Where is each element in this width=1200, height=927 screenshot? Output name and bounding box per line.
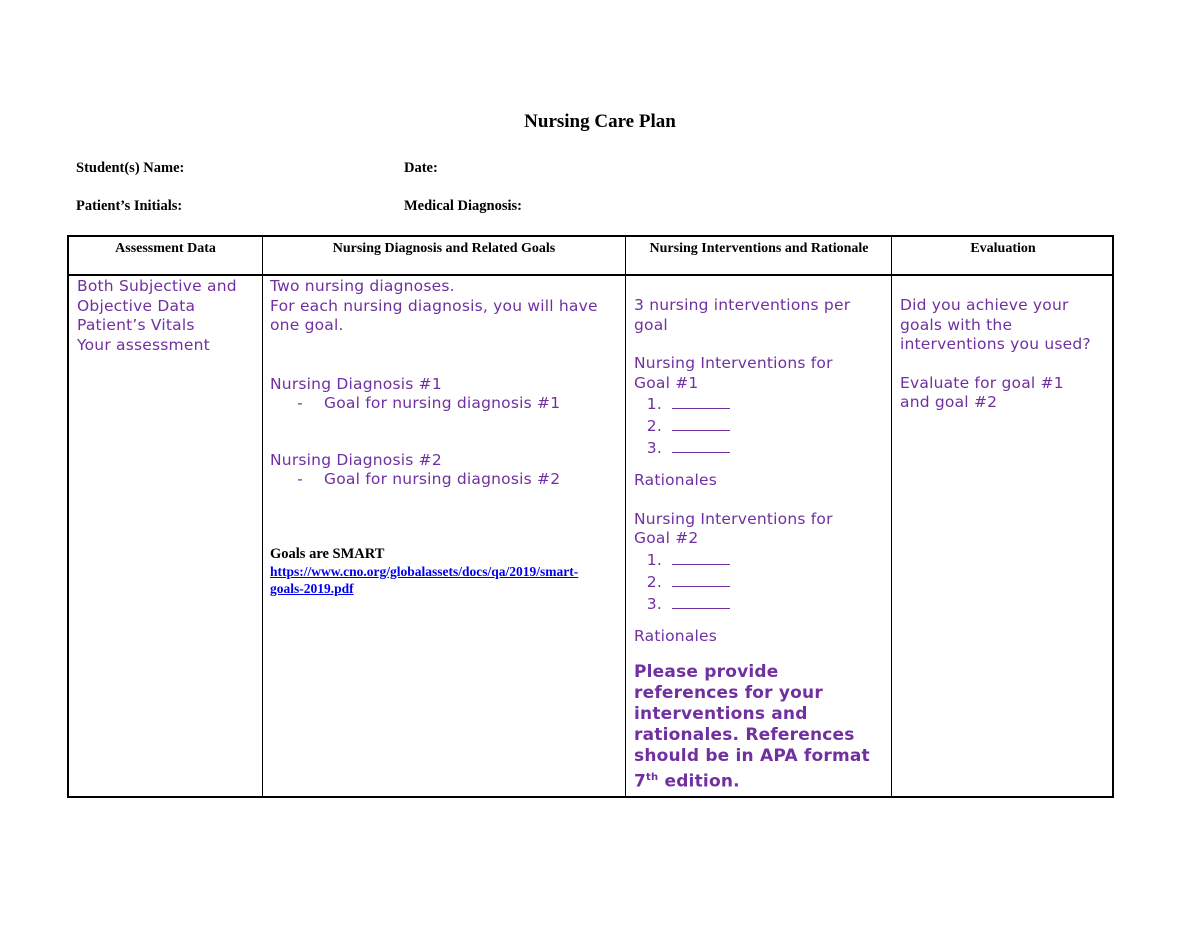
item-number: 2. (646, 572, 662, 591)
note-text: edition. (658, 771, 740, 792)
bullet-dash: - (297, 394, 303, 412)
evaluation-cell (900, 296, 1112, 413)
header-evaluation: Evaluation (970, 241, 1036, 256)
interventions-intro: goal (634, 315, 668, 334)
nursing-diagnosis-2: Nursing Diagnosis #2 (270, 450, 442, 469)
goal-diagnosis-2 (270, 470, 622, 490)
smart-goals-block (270, 545, 622, 597)
diagnosis-intro: Two nursing diagnoses. (270, 277, 455, 295)
intervention-item (634, 571, 889, 593)
evaluation-line: and goal #2 (900, 393, 998, 411)
intervention-item (634, 593, 889, 615)
link-line[interactable]: goals-2019.pdf (270, 581, 354, 596)
diagnosis-intro: For each nursing diagnosis, you will have (270, 296, 598, 315)
smart-goals-title: Goals are SMART (270, 546, 385, 562)
intervention-item (634, 415, 889, 437)
blank-line (672, 593, 730, 609)
interventions-intro: 3 nursing interventions per (634, 296, 851, 314)
evaluation-line: Did you achieve your (900, 296, 1069, 314)
goal-text: Goal for nursing diagnosis #1 (324, 394, 561, 412)
interventions-goal1-heading: Nursing Interventions for (634, 354, 833, 372)
date-label: Date: (404, 160, 438, 176)
header-nursing-diagnosis: Nursing Diagnosis and Related Goals (332, 241, 556, 256)
smart-goals-link[interactable] (270, 563, 622, 597)
references-note (634, 662, 889, 793)
assessment-cell (77, 277, 259, 355)
blank-line (672, 571, 730, 587)
item-number: 3. (646, 439, 662, 457)
patient-initials-label: Patient’s Initials: (76, 198, 183, 214)
note-number: 7 (634, 771, 647, 792)
column-divider (625, 237, 626, 796)
evaluation-line: goals with the (900, 315, 1013, 334)
goal-text: Goal for nursing diagnosis #2 (324, 470, 561, 488)
note-superscript: th (646, 772, 659, 783)
goal-diagnosis-1 (270, 394, 622, 414)
item-number: 3. (646, 594, 662, 613)
header-nursing-interventions: Nursing Interventions and Rationale (649, 241, 869, 256)
interventions-cell (634, 296, 889, 793)
intervention-item (634, 437, 889, 459)
blank-line (672, 415, 730, 431)
assessment-line: Both Subjective and (77, 277, 237, 295)
diagnosis-cell (270, 277, 622, 490)
note-line: Please provide (634, 662, 779, 682)
diagnosis-intro: one goal. (270, 316, 344, 334)
student-name-label: Student(s) Name: (76, 160, 185, 176)
note-line: references for your (634, 683, 823, 703)
header-assessment-data: Assessment Data (115, 241, 216, 256)
blank-line (672, 437, 730, 453)
assessment-line: Objective Data (77, 296, 196, 315)
note-line (634, 767, 889, 793)
document-title: Nursing Care Plan (524, 111, 676, 132)
item-number: 1. (646, 395, 662, 413)
note-line: rationales. References (634, 725, 855, 745)
nursing-diagnosis-1: Nursing Diagnosis #1 (270, 374, 442, 393)
note-line: should be in APA format (634, 746, 870, 766)
item-number: 2. (646, 417, 662, 435)
rationales-label: Rationales (634, 471, 718, 489)
intervention-item (634, 549, 889, 571)
column-divider (262, 237, 263, 796)
assessment-line: Patient’s Vitals (77, 316, 195, 334)
intervention-item (634, 393, 889, 415)
interventions-goal2-heading: Nursing Interventions for (634, 509, 833, 528)
item-number: 1. (646, 550, 662, 569)
interventions-goal2-heading: Goal #2 (634, 529, 699, 547)
interventions-goal1-heading: Goal #1 (634, 373, 699, 392)
bullet-dash: - (297, 470, 303, 488)
care-plan-table (67, 235, 1114, 798)
assessment-line: Your assessment (77, 335, 210, 354)
evaluation-line: interventions you used? (900, 335, 1091, 353)
rationales-label: Rationales (634, 626, 718, 645)
header-divider (69, 274, 1112, 276)
evaluation-line: Evaluate for goal #1 (900, 373, 1064, 392)
column-divider (891, 237, 892, 796)
blank-line (672, 393, 730, 409)
link-line[interactable]: https://www.cno.org/globalassets/docs/qa/2019/smart- (270, 564, 579, 579)
medical-diagnosis-label: Medical Diagnosis: (404, 198, 523, 214)
note-line: interventions and (634, 704, 808, 724)
blank-line (672, 549, 730, 565)
